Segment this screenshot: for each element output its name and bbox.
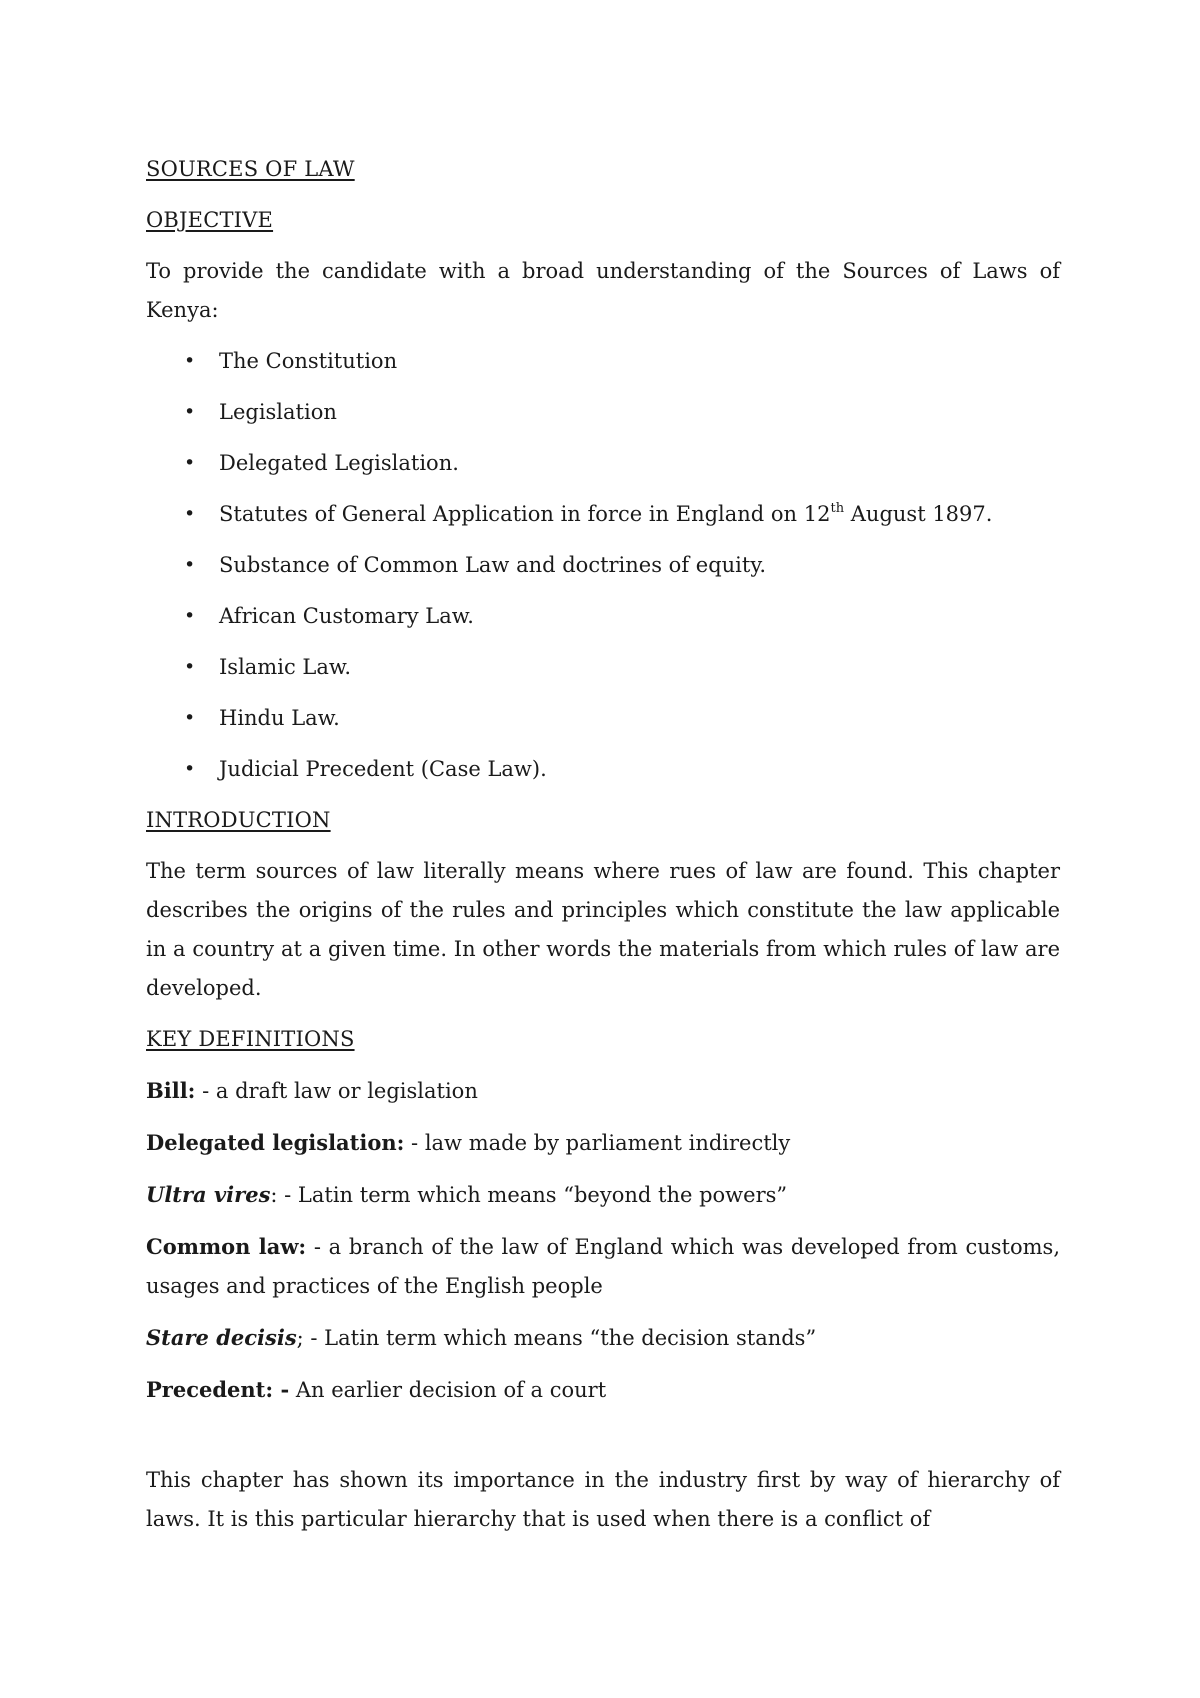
list-item: • African Customary Law. — [146, 597, 1060, 636]
list-item: • Legislation — [146, 393, 1060, 432]
definition-text: An earlier decision of a court — [289, 1378, 607, 1402]
definition-term: Delegated legislation: — [146, 1130, 405, 1155]
ordinal-superscript: th — [830, 501, 845, 516]
list-item: • The Constitution — [146, 342, 1060, 381]
bullet-icon: • — [184, 350, 196, 372]
definition-delegated-legislation — [146, 1123, 1060, 1163]
document-title: SOURCES OF LAW — [146, 157, 355, 181]
definition-term: Ultra vires — [146, 1182, 271, 1207]
definition-ultra-vires — [146, 1175, 1060, 1215]
definition-term: Common law: — [146, 1234, 307, 1259]
definition-stare-decisis — [146, 1318, 1060, 1358]
introduction-paragraph: The term sources of law literally means where rues of law are found. This chapter describes the origins of the rules and principles which constitute the law applicable in a country at a given time. In other words the materials from which rules of law are developed. — [146, 859, 1060, 1000]
document-page — [146, 150, 1060, 1551]
definition-text: - a draft law or legislation — [195, 1079, 478, 1103]
objective-paragraph: To provide the candidate with a broad understanding of the Sources of Laws of Kenya: — [146, 259, 1060, 322]
definition-term: Bill: — [146, 1078, 196, 1103]
closing-paragraph: This chapter has shown its importance in the industry first by way of hierarchy of laws. It is this particular hierarchy that is used when there is a conflict of — [146, 1468, 1060, 1531]
definition-text: : - Latin term which means “beyond the powers” — [270, 1183, 788, 1207]
introduction-heading: INTRODUCTION — [146, 808, 331, 832]
list-item: • Statutes of General Application in force in England on 12th August 1897. — [146, 495, 1060, 534]
definition-text: - law made by parliament indirectly — [404, 1131, 791, 1155]
list-item: • Delegated Legislation. — [146, 444, 1060, 483]
bullet-icon: • — [184, 707, 196, 729]
key-definitions-heading: KEY DEFINITIONS — [146, 1027, 355, 1051]
bullet-icon: • — [184, 554, 196, 576]
bullet-icon: • — [184, 605, 196, 627]
definition-common-law — [146, 1227, 1060, 1306]
definition-precedent — [146, 1370, 1060, 1410]
list-item: • Hindu Law. — [146, 699, 1060, 738]
definition-term: Stare decisis — [146, 1325, 297, 1350]
bullet-icon: • — [184, 452, 196, 474]
list-item: • Judicial Precedent (Case Law). — [146, 750, 1060, 789]
definition-text: - a branch of the law of England which was developed from customs, usages and practices of the English people — [146, 1235, 1060, 1298]
spacer — [146, 1422, 1060, 1461]
list-item: • Islamic Law. — [146, 648, 1060, 687]
bullet-icon: • — [184, 503, 196, 525]
definition-term: Precedent: - — [146, 1377, 290, 1402]
bullet-icon: • — [184, 401, 196, 423]
bullet-icon: • — [184, 656, 196, 678]
definition-bill — [146, 1071, 1060, 1111]
objective-heading: OBJECTIVE — [146, 208, 274, 232]
list-item: • Substance of Common Law and doctrines of equity. — [146, 546, 1060, 585]
bullet-icon: • — [184, 758, 196, 780]
sources-list — [146, 342, 1060, 789]
definition-text: ; - Latin term which means “the decision stands” — [296, 1326, 817, 1350]
